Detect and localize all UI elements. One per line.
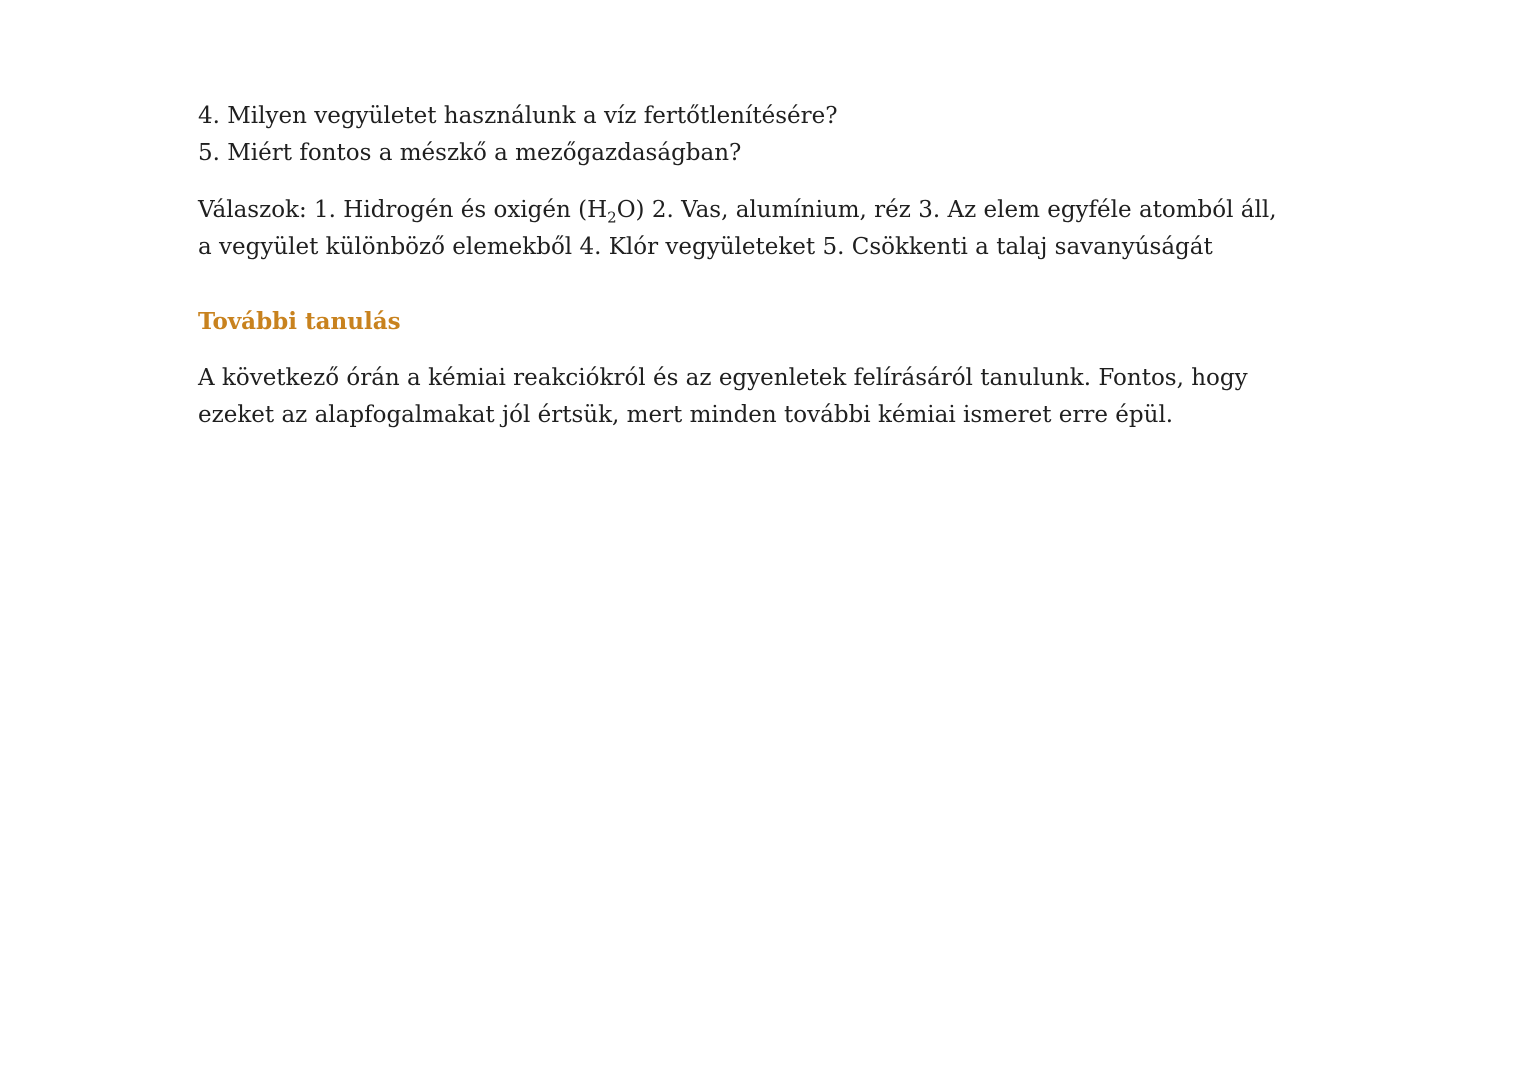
further-learning-text: A következő órán a kémiai reakciókról és az egyenletek felírásáról tanulunk. Fontos, hogy ezeket az alapfogalmakat jól értsük, mert minden további kémiai ismeret erre épül.: [198, 365, 1248, 428]
document-content: [198, 98, 1278, 434]
question-4: 4. Milyen vegyületet használunk a víz fertőtlenítésére?: [198, 103, 838, 129]
answers-subscript: 2: [607, 208, 617, 227]
answers-paragraph: [198, 192, 1278, 266]
question-5: 5. Miért fontos a mészkő a mezőgazdaságban?: [198, 140, 742, 166]
question-list: [198, 98, 1278, 172]
answers-prefix: Válaszok: 1. Hidrogén és oxigén (H: [198, 197, 608, 223]
answers-suffix: O) 2. Vas, alumínium, réz 3. Az elem egyféle atomból áll, a vegyület különböző elemekből 4. Klór vegyületeket 5. Csökkenti a talaj savanyúságát: [198, 197, 1277, 260]
section-title-further-learning: További tanulás: [198, 308, 401, 335]
